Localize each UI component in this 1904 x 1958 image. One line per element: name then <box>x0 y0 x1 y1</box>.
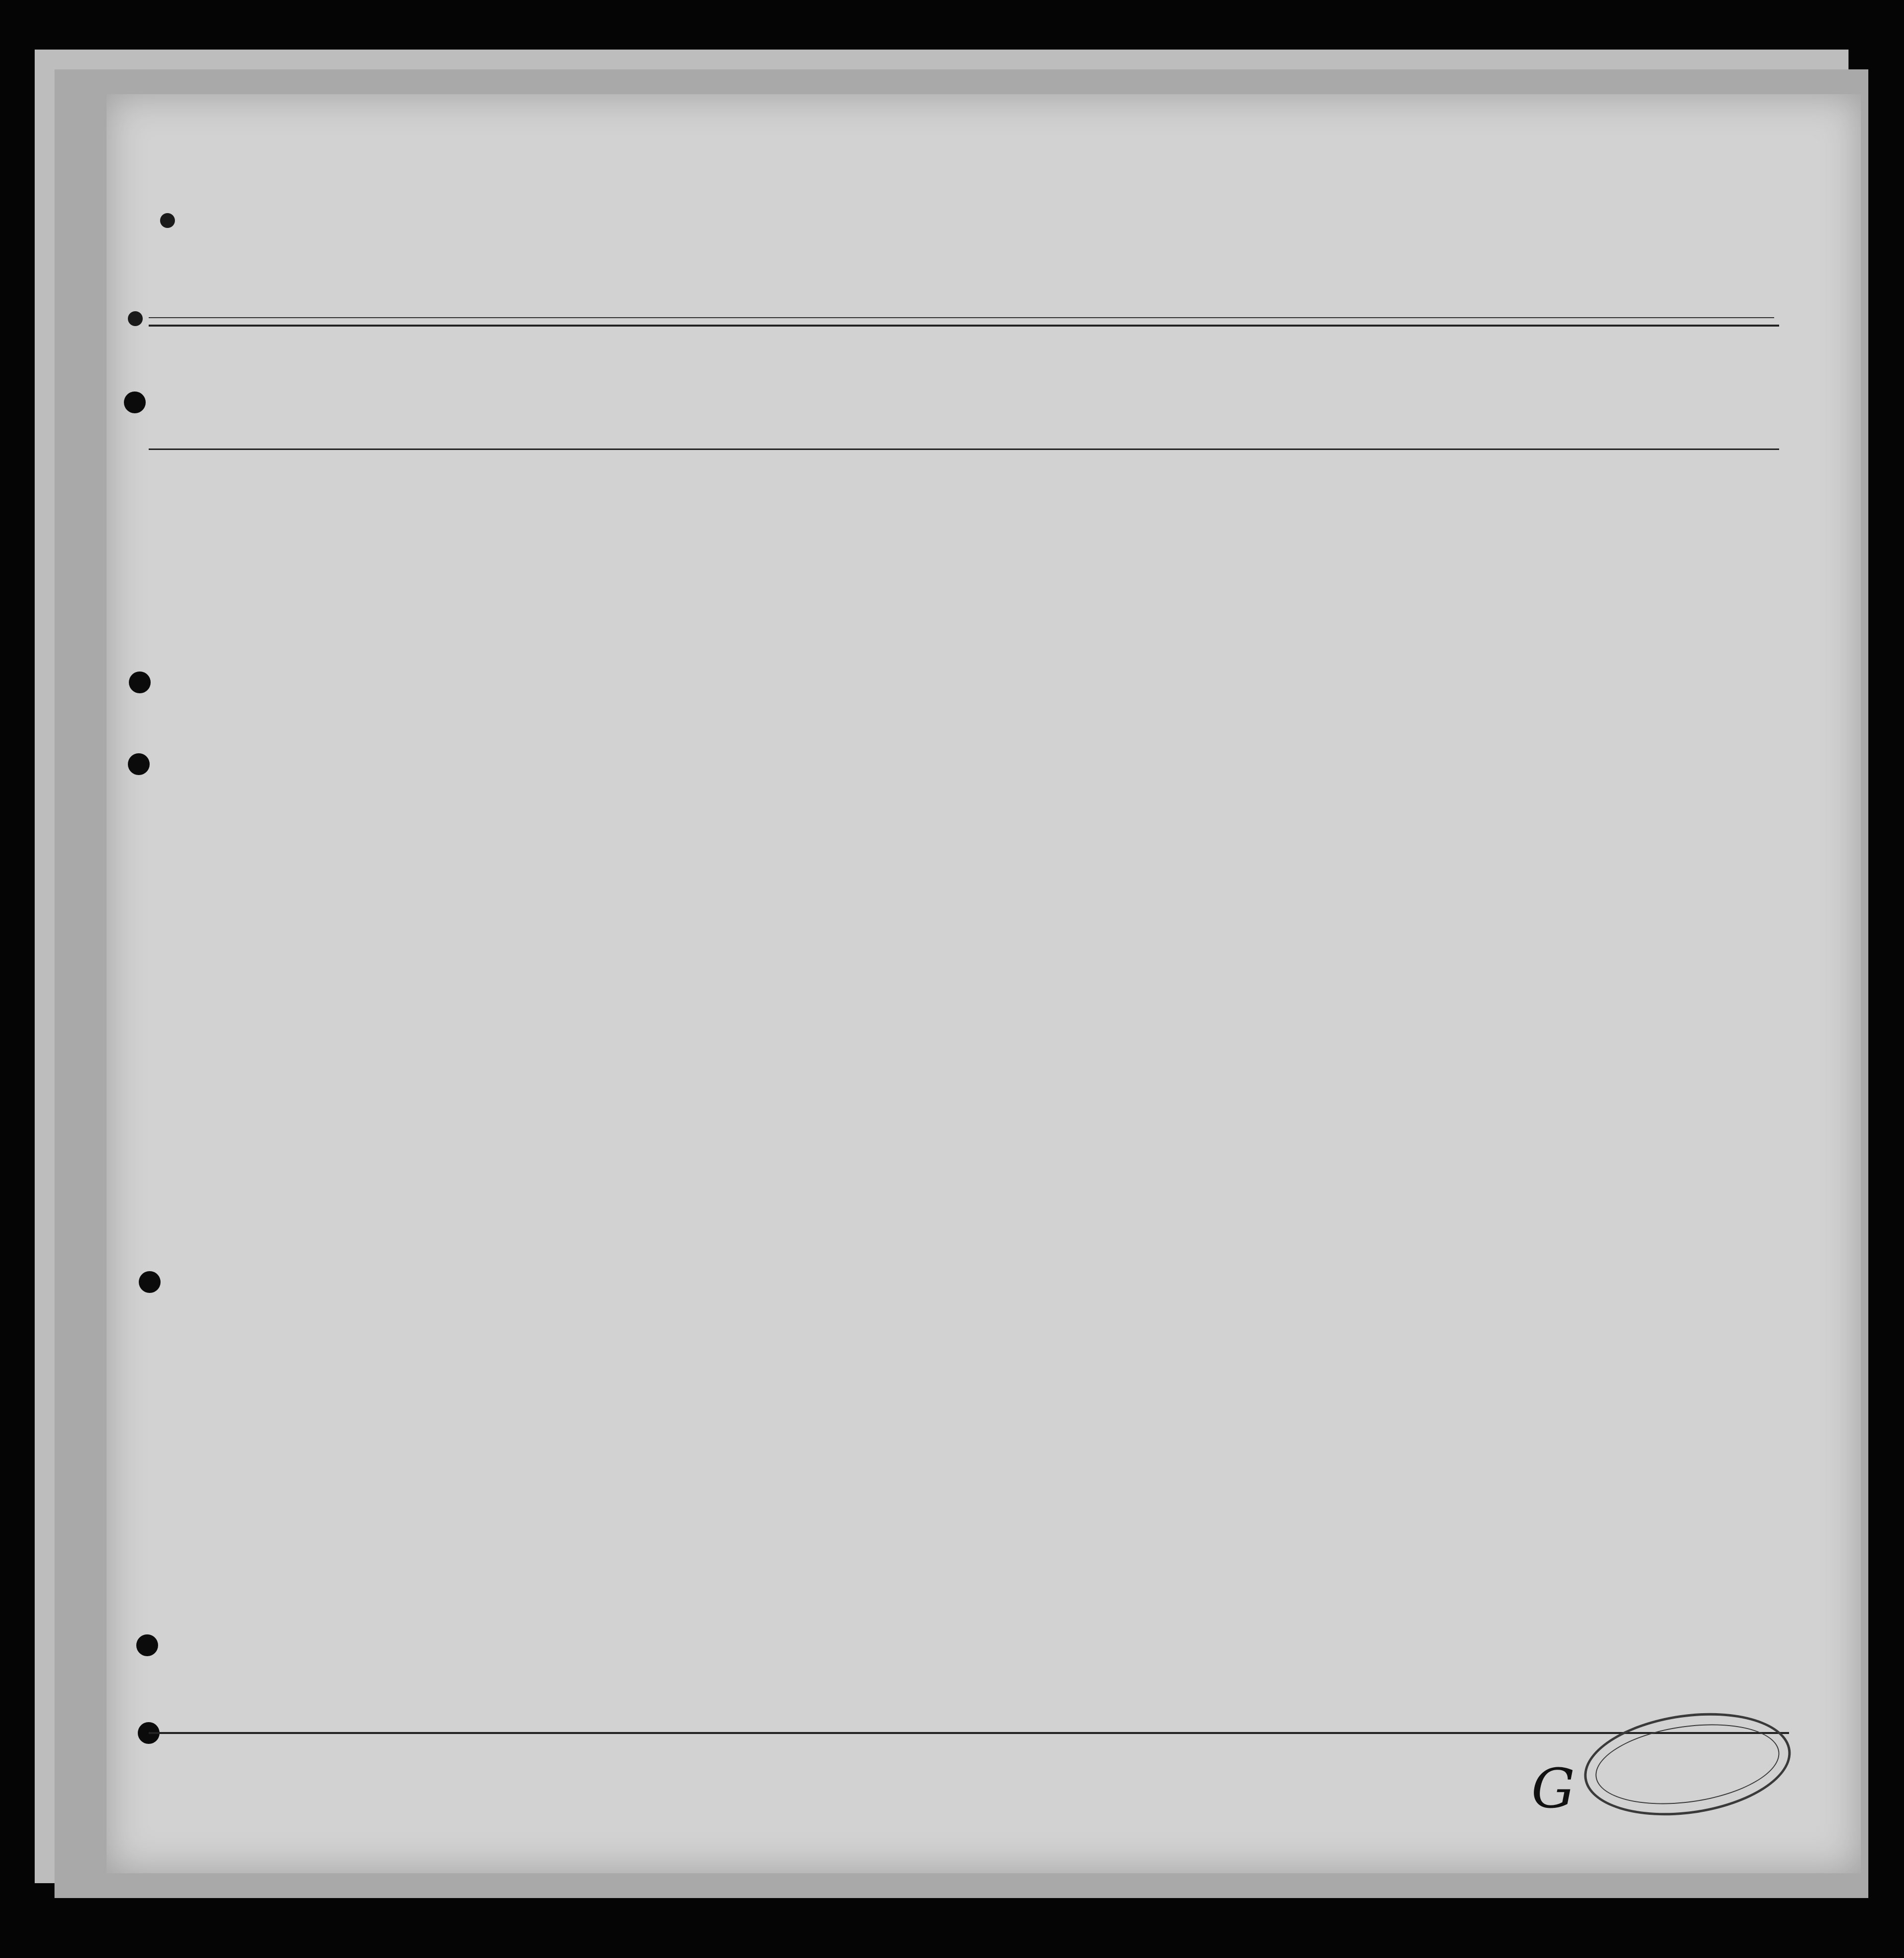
manifest-page <box>107 94 1861 1873</box>
punch-hole <box>124 392 146 413</box>
punch-hole <box>160 213 175 228</box>
table-header-rule <box>149 448 1779 450</box>
punch-hole <box>128 311 143 326</box>
punch-hole <box>129 671 151 693</box>
inspector-initial: G <box>1531 1757 1575 1820</box>
table-bottom-rule <box>149 1732 1789 1734</box>
punch-hole <box>139 1271 161 1293</box>
punch-hole <box>128 753 150 775</box>
punch-hole <box>136 1634 158 1656</box>
table-top-rule <box>149 325 1779 327</box>
vessel-line-rule <box>149 317 1774 318</box>
